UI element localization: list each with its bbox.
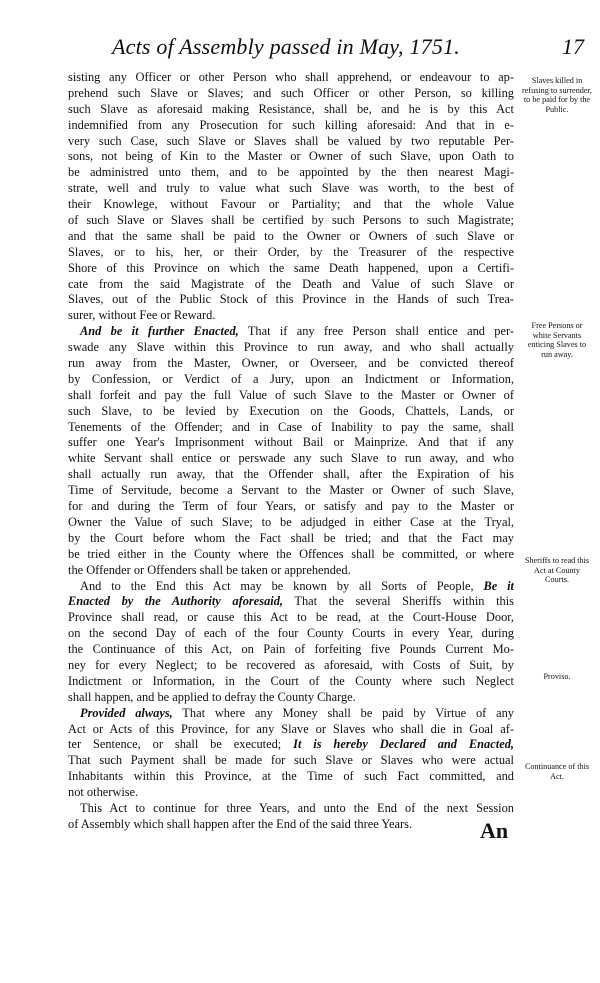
text-line <box>68 674 514 690</box>
text-line <box>68 197 514 213</box>
body-text <box>68 70 514 833</box>
line-text: the Continuance of this Act, on Pain of forfeiting five Pounds Current Mo- <box>68 642 514 657</box>
text-line <box>68 292 514 308</box>
text-line <box>68 769 514 785</box>
italic-tail: It is hereby Declared and Enacted, <box>293 737 514 752</box>
line-text: such Slave as aforesaid making Resistance, shall be, and he is by this Act <box>68 101 514 116</box>
line-text: Owner the Value of such Slave; to be adjudged in either Case at the Tryal, <box>68 514 514 529</box>
line-text: Inhabitants within this Province, at the Time of such Fact committed, and <box>68 769 514 784</box>
text-line <box>68 515 514 531</box>
text-line <box>68 690 514 706</box>
line-text: by Confession, or Verdict of a Jury, upon an Indictment or Information, <box>68 371 514 386</box>
page-number: 17 <box>562 34 584 59</box>
text-line <box>68 372 514 388</box>
text-line <box>68 181 514 197</box>
text-line <box>68 579 514 595</box>
line-text: on the second Day of each of the four County Courts in every Year, during <box>68 626 514 641</box>
text-line <box>68 229 514 245</box>
text-line <box>68 737 514 753</box>
line-text: Slaves, or to his, her, or their Order, by the Treasurer of the respective <box>68 244 514 259</box>
line-text: cate from the said Magistrate of the Death and Value of such Slave or <box>68 276 514 291</box>
line-text: shall actually run away, that the Offender shall, after the Expiration of his <box>68 467 514 482</box>
text-line <box>68 149 514 165</box>
text-line <box>68 277 514 293</box>
line-text: That where any Money shall be paid by Virtue of any <box>172 705 514 720</box>
text-line <box>68 658 514 674</box>
margin-note-proviso: Proviso. <box>543 672 571 681</box>
line-text: swade any Slave within this Province to run away, and who shall actually <box>68 340 514 355</box>
text-line <box>68 102 514 118</box>
line-text: for and during the Term of four Years, or satisfy and pay to the Master or <box>68 499 514 514</box>
text-line <box>68 324 514 340</box>
line-text: Indictment or Information, in the Court of the County where such Neglect <box>68 673 514 688</box>
line-text: shall happen, and be applied to defray the County Charge. <box>68 689 356 704</box>
text-line <box>68 134 514 150</box>
text-line <box>68 610 514 626</box>
line-text: sons, not being of Kin to the Master or Owner of such Slave, upon Oath to <box>68 149 514 164</box>
text-line <box>68 467 514 483</box>
text-line <box>68 420 514 436</box>
italic-lead: And be it further Enacted, <box>80 324 239 339</box>
line-text: their Knowlege, without Favour or Partiality; and that the whole Value <box>68 197 514 212</box>
margin-note-free-persons: Free Persons or white Servants enticing Slaves to run away. <box>527 321 587 359</box>
margin-note-sheriffs: Sheriffs to read this Act at County Courts. <box>524 556 590 585</box>
line-text: Tenements of the Offender; and in Case of Inability to pay the same, shall <box>68 419 514 434</box>
line-text: not otherwise. <box>68 785 139 800</box>
line-text: of Assembly which shall happen after the End of the said three Years. <box>68 816 413 831</box>
line-text: strate, well and truly to value what such Slave was worth, to the best of <box>68 181 514 196</box>
text-line <box>68 213 514 229</box>
line-text: white Servant shall entice or perswade any such Slave to run away, and who <box>68 451 514 466</box>
line-text: suffer one Year's Imprisonment without Bail or Mainprize. And that if any <box>68 435 514 450</box>
running-head: Acts of Assembly passed in May, 1751. <box>112 34 460 59</box>
line-text: very such Case, such Slave or Slaves shall be valued by two reputable Per- <box>68 133 514 148</box>
text-line <box>68 118 514 134</box>
line-text: That if any free Person shall entice and per- <box>238 324 514 339</box>
line-text: Act or Acts of this Province, for any Slave or Slaves who shall die in Goal af- <box>68 721 514 736</box>
line-text: ney for every Neglect; to be recovered as aforesaid, with Costs of Suit, by <box>68 657 514 672</box>
line-text: such Slave, to be levied by Execution on the Goods, Chattels, Lands, or <box>68 403 514 418</box>
italic-lead: Provided always, <box>80 705 173 720</box>
line-text: surer, without Fee or Reward. <box>68 308 216 323</box>
line-text: ter Sentence, or shall be executed; <box>68 737 294 752</box>
line-text: run away from the Master, Owner, or Overseer, and be convicted thereof <box>68 356 514 371</box>
text-line <box>68 547 514 563</box>
line-text: be administred unto them, and to be appointed by the then nearest Magi- <box>68 165 514 180</box>
line-text: prehend such Slave or Slaves; and such Officer or other Person, so killing <box>68 85 514 100</box>
text-line <box>68 722 514 738</box>
line-text: and that the same shall be paid to the Owner or Owners of such Slave or <box>68 228 514 243</box>
text-line <box>68 356 514 372</box>
text-line <box>68 70 514 86</box>
text-line <box>68 451 514 467</box>
line-text: indemnified from any Prosecution for such killing aforesaid: And that in e- <box>68 117 514 132</box>
text-line <box>68 435 514 451</box>
line-text: This Act to continue for three Years, and unto the End of the next Session <box>80 800 514 815</box>
line-text: of such Slave or Slaves shall be certified by such Persons to such Magistrate; <box>68 213 514 228</box>
line-text: That the several Sheriffs within this <box>283 594 514 609</box>
text-line <box>68 388 514 404</box>
text-line <box>68 531 514 547</box>
line-text: Slaves, out of the Public Stock of this Province in the Hands of such Trea- <box>68 292 514 307</box>
margin-note-continuance: Continuance of this Act. <box>524 762 590 781</box>
text-line <box>68 642 514 658</box>
line-text: shall forfeit and pay the full Value of such Slave to the Master or Owner of <box>68 387 514 402</box>
text-line <box>68 404 514 420</box>
text-line <box>68 817 514 833</box>
line-text: Shore of this Province on which the same Death happened, upon a Certifi- <box>68 260 514 275</box>
italic-lead: Enacted by the Authority aforesaid, <box>68 594 284 609</box>
line-text: Time of Servitude, become a Servant to the Master or Owner of such Slave, <box>68 483 514 498</box>
text-line <box>68 563 514 579</box>
text-line <box>68 626 514 642</box>
catchword: An <box>480 818 509 843</box>
line-text: be tried either in the County where the Offences shall be committed, or where <box>68 546 514 561</box>
text-line <box>68 499 514 515</box>
text-line <box>68 594 514 610</box>
line-text: And to the End this Act may be known by all Sorts of People, <box>80 578 484 593</box>
text-line <box>68 785 514 801</box>
text-line <box>68 261 514 277</box>
text-line <box>68 308 514 324</box>
text-line <box>68 753 514 769</box>
text-line <box>68 86 514 102</box>
line-text: the Offender or Offenders shall be taken or apprehended. <box>68 562 351 577</box>
text-line <box>68 165 514 181</box>
text-line <box>68 340 514 356</box>
line-text: That such Payment shall be made for such Slave or Slaves who were actual <box>68 753 514 768</box>
text-line <box>68 483 514 499</box>
italic-tail: Be it <box>483 578 514 593</box>
line-text: sisting any Officer or other Person who shall apprehend, or endeavour to ap- <box>68 70 514 84</box>
text-line <box>68 245 514 261</box>
line-text: Province shall read, or cause this Act to be read, at the Court-House Door, <box>68 610 514 625</box>
text-line <box>68 801 514 817</box>
margin-note-slaves-killed: Slaves killed in refusing to surrender, to be paid for by the Public. <box>522 76 592 114</box>
line-text: by the Court before whom the Fact shall be tried; and that the Fact may <box>68 530 514 545</box>
text-line <box>68 706 514 722</box>
